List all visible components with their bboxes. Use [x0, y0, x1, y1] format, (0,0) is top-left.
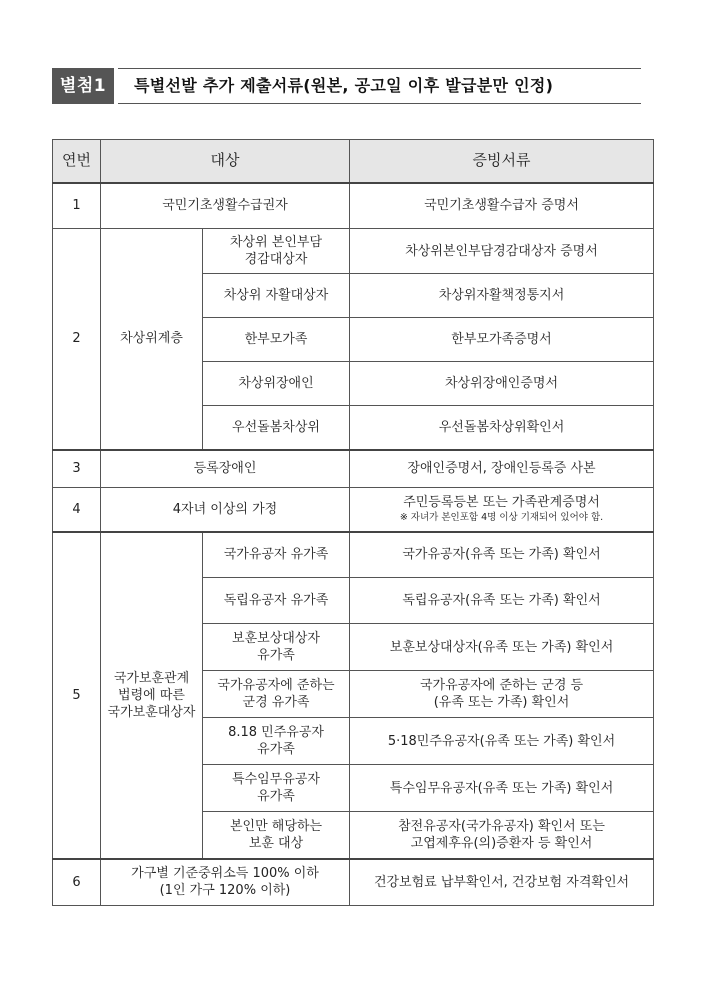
table-row [53, 859, 654, 906]
table-row [53, 229, 654, 274]
row-docs: 차상위장애인증명서 [350, 362, 654, 406]
row-sub-label: 특수임무유공자 유가족 [203, 765, 350, 812]
row-sub-label: 차상위 본인부담 경감대상자 [203, 229, 350, 274]
row-target: 등록장애인 [101, 450, 350, 488]
row-no: 1 [53, 183, 101, 229]
header-no: 연번 [53, 140, 101, 183]
row-docs: 국가유공자(유족 또는 가족) 확인서 [350, 532, 654, 578]
row-no: 5 [53, 532, 101, 859]
row-docs: 참전유공자(국가유공자) 확인서 또는 고엽제후유(의)증환자 등 확인서 [350, 812, 654, 859]
row-group: 차상위계층 [101, 229, 203, 450]
row-no: 3 [53, 450, 101, 488]
row-docs: 특수임무유공자(유족 또는 가족) 확인서 [350, 765, 654, 812]
row-sub-label: 국가유공자에 준하는 군경 유가족 [203, 671, 350, 718]
attachment-title: 특별선발 추가 제출서류(원본, 공고일 이후 발급분만 인정) [134, 76, 554, 95]
row-docs-with-note [350, 488, 654, 532]
row-docs: 차상위본인부담경감대상자 증명서 [350, 229, 654, 274]
title-rule-bottom [118, 103, 641, 104]
row-docs: 독립유공자(유족 또는 가족) 확인서 [350, 578, 654, 624]
row-docs: 우선돌봄차상위확인서 [350, 406, 654, 450]
table-row [53, 532, 654, 578]
header-docs: 증빙서류 [350, 140, 654, 183]
row-docs: 국민기초생활수급자 증명서 [350, 183, 654, 229]
row-group: 국가보훈관계 법령에 따른 국가보훈대상자 [101, 532, 203, 859]
required-documents-table [52, 139, 654, 906]
row-sub-label: 차상위 자활대상자 [203, 274, 350, 318]
row-target: 4자녀 이상의 가정 [101, 488, 350, 532]
attachment-badge: 별첨1 [52, 68, 114, 104]
attachment-header [52, 68, 641, 104]
row-sub-label: 독립유공자 유가족 [203, 578, 350, 624]
row-sub-label: 보훈보상대상자 유가족 [203, 624, 350, 671]
row-sub-label: 우선돌봄차상위 [203, 406, 350, 450]
table-header-row [53, 140, 654, 183]
row-docs: 장애인증명서, 장애인등록증 사본 [350, 450, 654, 488]
row-sub-label: 한부모가족 [203, 318, 350, 362]
row-target: 국민기초생활수급권자 [101, 183, 350, 229]
row-target: 가구별 기준중위소득 100% 이하 (1인 가구 120% 이하) [101, 859, 350, 906]
table-row [53, 183, 654, 229]
row-docs: 차상위자활책정통지서 [350, 274, 654, 318]
table-row [53, 450, 654, 488]
row-sub-label: 8.18 민주유공자 유가족 [203, 718, 350, 765]
row-docs: 국가유공자에 준하는 군경 등 (유족 또는 가족) 확인서 [350, 671, 654, 718]
row-no: 6 [53, 859, 101, 906]
row-docs: 주민등록등본 또는 가족관계증명서 [403, 495, 600, 511]
row-sub-label: 국가유공자 유가족 [203, 532, 350, 578]
row-docs: 한부모가족증명서 [350, 318, 654, 362]
row-no: 2 [53, 229, 101, 450]
row-no: 4 [53, 488, 101, 532]
row-sub-label: 본인만 해당하는 보훈 대상 [203, 812, 350, 859]
row-docs: 5·18민주유공자(유족 또는 가족) 확인서 [350, 718, 654, 765]
row-docs: 건강보험료 납부확인서, 건강보험 자격확인서 [350, 859, 654, 906]
table-row [53, 488, 654, 532]
row-docs: 보훈보상대상자(유족 또는 가족) 확인서 [350, 624, 654, 671]
row-sub-label: 차상위장애인 [203, 362, 350, 406]
header-target: 대상 [101, 140, 350, 183]
row-note: ※ 자녀가 본인포함 4명 이상 기재되어 있어야 함. [399, 512, 604, 524]
